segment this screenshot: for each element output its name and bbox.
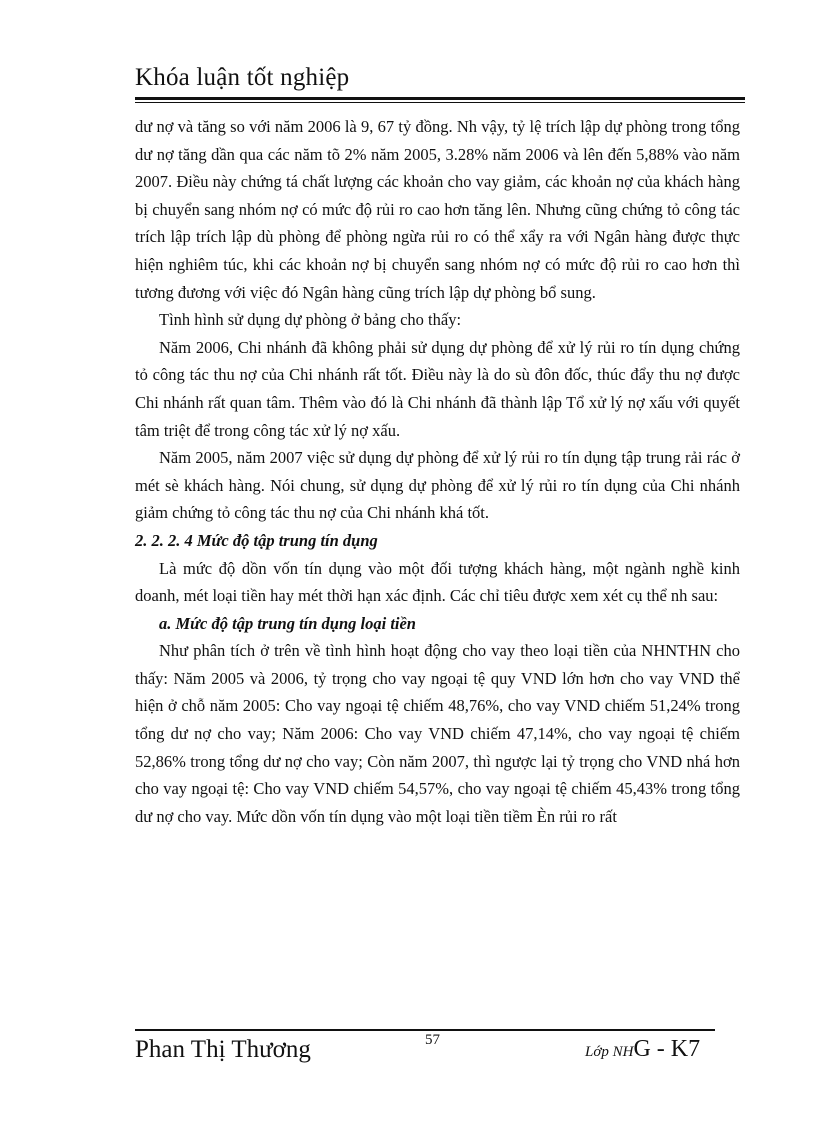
header-rule-thin [135, 102, 745, 103]
paragraph: Như phân tích ở trên về tình hình hoạt động cho vay theo loại tiền của NHNTHN cho thấy: Năm 2005 và 2006, tỷ trọng cho vay ngoại tệ quy VND lớn hơn cho vay VND thể hiện ở chỗ năm 2005: Cho vay ngoại tệ chiếm 48,76%, cho vay VND chiếm 51,24% trong tổng dư nợ cho vay; Năm 2006: Cho vay VND chiếm 47,14%, cho vay ngoại tệ chiếm 52,86% trong tổng dư nợ cho vay; Còn năm 2007, thì ngược lại tỷ trọng cho VND nhá hơn cho vay ngoại tệ: Cho vay VND chiếm 54,57%, cho vay ngoại tệ chiếm 45,43% trong tổng dư nợ cho vay. Mức dồn vốn tín dụng vào một loại tiền tiềm Èn rủi ro rất [135, 641, 740, 826]
footer-class [585, 1036, 700, 1063]
paragraph: Năm 2006, Chi nhánh đã không phải sử dụng dự phòng để xử lý rủi ro tín dụng chứng tỏ công tác thu nợ của Chi nhánh rất tốt. Điều này là do sù đôn đốc, thúc đẩy thu nợ được Chi nhánh rất quan tâm. Thêm vào đó là Chi nhánh đã thành lập Tổ xử lý nợ xấu với quyết tâm triệt để trong công tác xử lý nợ xấu. [135, 337, 740, 440]
paragraph: Năm 2005, năm 2007 việc sử dụng dự phòng để xử lý rủi ro tín dụng tập trung rải rác ở mét sè khách hàng. Nói chung, sử dụng dự phòng để xử lý rủi ro tín dụng của Chi nhánh giảm chứng tỏ công tác thu nợ của Chi nhánh khá tốt. [135, 448, 740, 523]
page-number: 57 [425, 1032, 440, 1048]
paragraph: Tình hình sử dụng dự phòng ở bảng cho thấy: [159, 310, 462, 330]
section-heading: 2. 2. 2. 4 Mức độ tập trung tín dụng [135, 530, 378, 550]
document-body [135, 113, 740, 830]
footer-author: Phan Thị Thương [135, 1036, 311, 1063]
header-rule [135, 97, 745, 100]
page-header-title: Khóa luận tốt nghiệp [135, 64, 350, 91]
subsection-heading: a. Mức độ tập trung tín dụng loại tiền [159, 613, 416, 633]
footer-class-prefix: Lớp NH [585, 1044, 634, 1060]
footer-rule [135, 1029, 715, 1031]
paragraph-continuation: dư nợ và tăng so với năm 2006 là 9, 67 tỷ đồng. Nh vậy, tỷ lệ trích lập dự phòng trong tổng dư nợ tăng dần qua các năm tõ 2% năm 2005, 3.28% năm 2006 và lên đến 5,88% vào năm 2007. Điều này chứng tá chất lượng các khoản cho vay giảm, các khoản nợ của khách hàng bị chuyển sang nhóm nợ có mức độ rủi ro cao hơn tăng lên. Nhưng cũng chứng tỏ công tác trích lập trích lập dù phòng để phòng ngừa rủi ro có thể xẩy ra với Ngân hàng được thực hiện nghiêm túc, khi các khoản nợ bị chuyển sang nhóm nợ có mức độ rủi ro cao hơn thì tương đương với việc đó Ngân hàng cũng trích lập dự phòng bổ sung. [135, 117, 740, 302]
paragraph: Là mức độ dồn vốn tín dụng vào một đối tượng khách hàng, một ngành nghề kinh doanh, mét loại tiền hay mét thời hạn xác định. Các chỉ tiêu được xem xét cụ thể nh sau: [135, 558, 740, 606]
footer-class-suffix: G - K7 [633, 1036, 701, 1062]
